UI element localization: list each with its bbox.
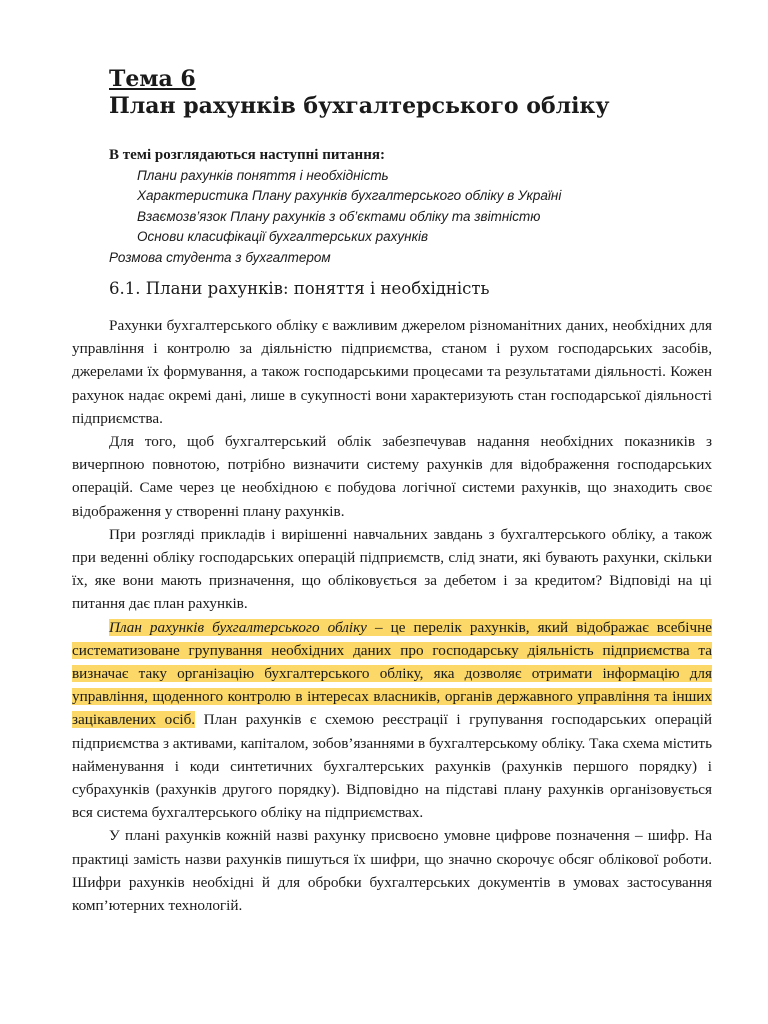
document-page: [72, 66, 712, 917]
issue-item: Плани рахунків поняття і необхідність: [137, 167, 389, 183]
topic-number: Тема 6: [109, 66, 196, 92]
issues-heading: В темі розглядаються наступні питання:: [109, 147, 385, 163]
paragraph: Для того, щоб бухгалтерський облік забезпечував надання необхідних показників з вичерпною повнотою, потрібно визначити систему рахунків для відображення господарських операцій. Саме через це необхідною є побудова логічної системи рахунків, що знаходить своє відображення у створенні плану рахунків.: [72, 433, 712, 520]
issue-item: Взаємозв’язок Плану рахунків з об’єктами обліку та звітністю: [137, 208, 541, 224]
issues-list: [109, 145, 712, 268]
title-block: [109, 66, 712, 120]
paragraph: Рахунки бухгалтерського обліку є важливим джерелом різноманітних даних, необхідних для управління і контролю за діяльністю підприємства, станом і рухом господарських засобів, джерелами їх формування, а також господарськими процесами та результатами діяльності. Кожен рахунок надає окремі дані, лише в сукупності вони характеризують стан господарської діяльності підприємства.: [72, 317, 712, 427]
definition-highlight: – це перелік рахунків, який відображає всебічне систематизоване групування необхідних даних про господарську діяльність підприємства та визначає таку організацію бухгалтерського обліку, яка дозволяє отримати інформацію для управління, щоденного контролю в інтересах власників, органів державного управління та інших зацікавлених осіб.: [72, 618, 712, 729]
section-heading: 6.1. Плани рахунків: поняття і необхідність: [109, 279, 490, 298]
definition-rest: План рахунків є схемою реєстрації і групування господарських операцій підприємства з активами, капіталом, зобов’язаннями в бухгалтерському обліку. Така схема містить найменування і коди синтетичних бухгалтерських рахунків (рахунків першого порядку) і субрахунків (рахунків другого порядку). Відповідно на підставі плану рахунків організовується вся система бухгалтерського обліку на підприємствах.: [72, 711, 713, 822]
issue-item: Основи класифікації бухгалтерських рахунків: [137, 229, 429, 244]
definition-paragraph: [72, 616, 712, 825]
paragraph: У плані рахунків кожній назві рахунку присвоєно умовне цифрове позначення – шифр. На практиці замість назви рахунків пишуться їх шифри, що значно скорочує обсяг облікової роботи. Шифри рахунків необхідні й для обробки бухгалтерських документів в умовах застосування комп’ютерних технологій.: [72, 827, 712, 915]
definition-term: План рахунків бухгалтерського обліку: [109, 618, 367, 636]
issue-item-extra: Розмова студента з бухгалтером: [109, 249, 331, 265]
paragraph: При розгляді прикладів і вирішенні навчальних завдань з бухгалтерського обліку, а також при веденні обліку господарських операцій підприємств, слід знати, які бувають рахунки, скільки їх, яке вони мають призначення, що обліковується за дебетом і за кредитом? Відповіді на ці питання дає план рахунків.: [72, 525, 712, 613]
issue-item: Характеристика Плану рахунків бухгалтерського обліку в Україні: [137, 188, 562, 203]
topic-title: План рахунків бухгалтерського обліку: [109, 93, 610, 119]
body-text: [72, 314, 712, 917]
